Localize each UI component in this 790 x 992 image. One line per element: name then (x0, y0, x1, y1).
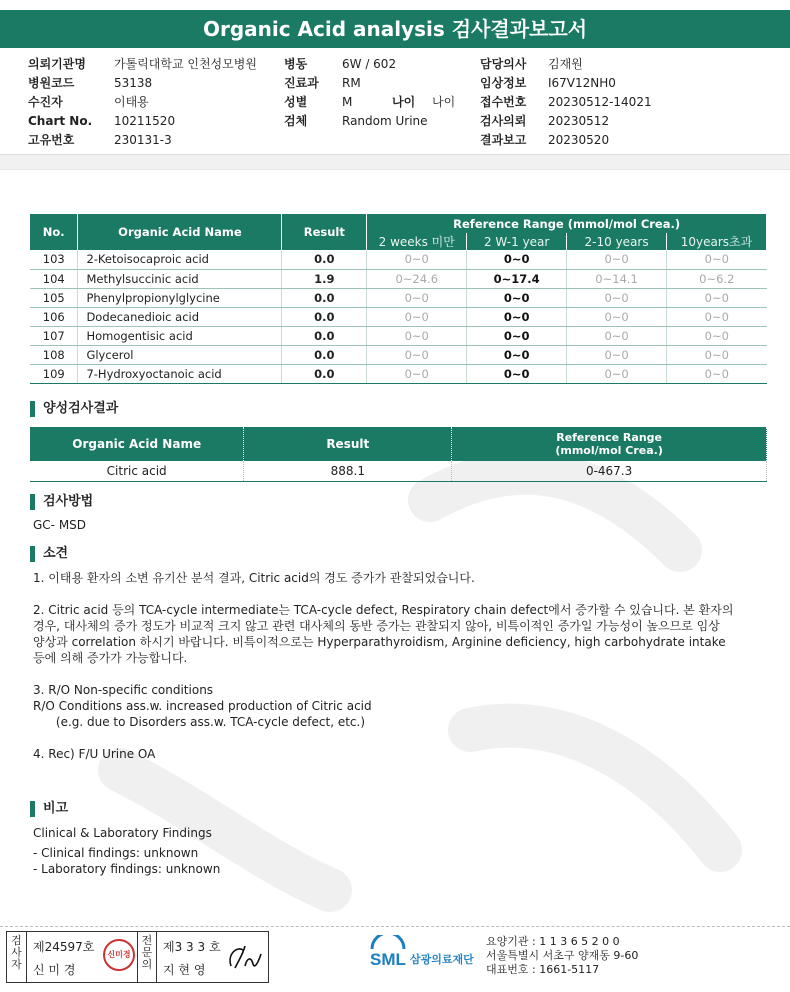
table-row (30, 307, 767, 326)
lab-info-line: 대표번호 : 1661-5117 (486, 963, 600, 976)
examiner-stamp (103, 939, 135, 971)
examiner-label: 검사자 (7, 932, 27, 982)
pos-row-range: 0-467.3 (452, 461, 767, 481)
table-row (30, 326, 767, 345)
info-col-1 (28, 55, 257, 150)
info-value: M (342, 95, 353, 109)
patient-info (28, 55, 768, 150)
row-range: 0~6.2 (667, 269, 767, 288)
pos-header-range (452, 427, 767, 461)
pos-header-name: Organic Acid Name (30, 427, 244, 461)
info-value: 20230520 (548, 133, 610, 147)
info-col-2 (284, 55, 455, 131)
positive-result-table (30, 427, 767, 482)
remarks-section-title: 비고 (30, 801, 68, 817)
row-no: 109 (30, 364, 78, 383)
table-row (30, 345, 767, 364)
row-range: 0~0 (367, 364, 467, 383)
table-row (30, 364, 767, 383)
row-range: 0~0 (567, 345, 667, 364)
row-no: 103 (30, 250, 78, 269)
signature-box (6, 931, 269, 983)
specialist-name: 지 현 영 (163, 963, 206, 977)
row-name: Methylsuccinic acid (78, 269, 282, 288)
row-range: 0~0 (667, 326, 767, 345)
row-result: 0.0 (282, 288, 367, 307)
report-title: Organic Acid analysis 검사결과보고서 (0, 10, 790, 48)
opinion-p2-line: 경우, 대사체의 증가 정도가 비교적 크지 않고 관련 대사체의 동반 증가는 관찰되지 않아, 비특이적인 증가일 가능성이 높으므로 임상 (33, 619, 720, 633)
row-name: 2-Ketoisocaproic acid (78, 250, 282, 269)
row-range: 0~0 (367, 288, 467, 307)
info-label: 병동 (284, 57, 308, 71)
info-label: 검사의뢰 (480, 114, 527, 128)
specialist-label: 전문의 (137, 932, 157, 982)
method-section-title: 검사방법 (30, 494, 93, 510)
row-range: 0~0 (367, 307, 467, 326)
row-range: 0~0 (667, 250, 767, 269)
table-row (30, 288, 767, 307)
row-range: 0~0 (467, 345, 567, 364)
remarks-line: - Laboratory findings: unknown (33, 862, 221, 876)
row-no: 106 (30, 307, 78, 326)
row-result: 0.0 (282, 345, 367, 364)
range-subheader: 10years초과 (667, 233, 767, 250)
table-row (30, 250, 767, 269)
info-label: 성별 (284, 95, 308, 109)
row-range: 0~14.1 (567, 269, 667, 288)
stamp-text: 신미경 (107, 950, 131, 959)
examiner-name: 신 미 경 (33, 963, 76, 977)
specialist-no: 제3 3 3 호 (163, 940, 221, 954)
opinion-p4: 4. Rec) F/U Urine OA (33, 747, 156, 761)
info-label: 접수번호 (480, 95, 527, 109)
row-range: 0~0 (667, 364, 767, 383)
remarks-text (33, 825, 220, 877)
age-label: 나이 (392, 95, 416, 109)
opinion-p1: 1. 이태용 환자의 소변 유기산 분석 결과, Citric acid의 경도 증가가 관찰되었습니다. (33, 571, 475, 585)
row-range: 0~0 (367, 250, 467, 269)
row-range: 0~0 (667, 288, 767, 307)
foundation-name: 삼광의료재단 (410, 953, 474, 966)
info-value: Random Urine (342, 114, 428, 128)
pos-row-result: 888.1 (244, 461, 452, 481)
info-value: 20230512-14021 (548, 95, 652, 109)
lab-info-line: 서울특별시 서초구 양재동 9-60 (486, 949, 639, 962)
row-range: 0~0 (567, 250, 667, 269)
lab-info-line: 요양기관 : 1 1 3 6 5 2 0 0 (486, 935, 620, 948)
lab-info (486, 935, 638, 977)
row-range: 0~0 (467, 326, 567, 345)
info-label: 고유번호 (28, 133, 75, 147)
row-range: 0~0 (667, 345, 767, 364)
pos-header-range-line1: Reference Range (556, 431, 662, 444)
row-range: 0~0 (667, 307, 767, 326)
pos-header-result: Result (244, 427, 452, 461)
row-no: 104 (30, 269, 78, 288)
opinion-section-title: 소견 (30, 546, 68, 562)
info-value: 6W / 602 (342, 57, 397, 71)
row-no: 105 (30, 288, 78, 307)
info-label: Chart No. (28, 114, 93, 128)
row-range: 0~0 (567, 307, 667, 326)
row-range: 0~0 (467, 364, 567, 383)
opinion-p2-line: 등에 의해 증가가 가능합니다. (33, 651, 188, 665)
info-label: 수진자 (28, 95, 63, 109)
info-label: 결과보고 (480, 133, 527, 147)
info-label: 임상정보 (480, 76, 527, 90)
row-range: 0~24.6 (367, 269, 467, 288)
table-row (30, 269, 767, 288)
remarks-line: - Clinical findings: unknown (33, 846, 199, 860)
info-label: 의뢰기관명 (28, 57, 86, 71)
info-label: 담당의사 (480, 57, 527, 71)
info-label: 검체 (284, 114, 308, 128)
row-range: 0~0 (467, 288, 567, 307)
sml-logo-icon (366, 935, 410, 975)
info-value: 가톨릭대학교 인천성모병원 (114, 57, 257, 71)
organic-acid-table (30, 214, 767, 384)
logo-text: SML (370, 950, 406, 969)
opinion-p3-line: R/O Conditions ass.w. increased production of Citric acid (33, 699, 372, 713)
row-range: 0~0 (567, 364, 667, 383)
info-label: 병원코드 (28, 76, 75, 90)
row-name: Glycerol (78, 345, 282, 364)
info-value: 이태용 (114, 95, 149, 109)
col-header-result: Result (282, 214, 367, 250)
examiner-no: 제24597호 (33, 940, 95, 954)
row-range: 0~0 (567, 288, 667, 307)
remarks-line: Clinical & Laboratory Findings (33, 826, 212, 840)
info-value: I67V12NH0 (548, 76, 616, 90)
row-name: Phenylpropionylglycine (78, 288, 282, 307)
opinion-text (33, 570, 733, 762)
method-text: GC- MSD (33, 518, 87, 532)
row-no: 107 (30, 326, 78, 345)
table-row (30, 461, 767, 481)
positive-section-title: 양성검사결과 (30, 401, 118, 417)
row-range: 0~0 (367, 326, 467, 345)
range-subheader: 2 W-1 year (467, 233, 567, 250)
row-result: 1.9 (282, 269, 367, 288)
row-result: 0.0 (282, 250, 367, 269)
row-range: 0~0 (467, 250, 567, 269)
row-name: 7-Hydroxyoctanoic acid (78, 364, 282, 383)
info-value: 53138 (114, 76, 153, 90)
header-divider (0, 154, 790, 170)
info-value: 20230512 (548, 114, 610, 128)
row-result: 0.0 (282, 364, 367, 383)
info-col-3 (480, 55, 652, 150)
row-name: Homogentisic acid (78, 326, 282, 345)
info-value: 230131-3 (114, 133, 172, 147)
row-range: 0~17.4 (467, 269, 567, 288)
signature-icon (225, 940, 265, 976)
opinion-p2-line: 2. Citric acid 등의 TCA-cycle intermediate는 TCA-cycle defect, Respiratory chain defect에서 증가할 수 있습니다. 본 환자의 (33, 603, 734, 617)
row-result: 0.0 (282, 307, 367, 326)
row-range: 0~0 (567, 326, 667, 345)
row-range: 0~0 (367, 345, 467, 364)
pos-row-name: Citric acid (30, 461, 244, 481)
info-label: 진료과 (284, 76, 319, 90)
info-value: 10211520 (114, 114, 176, 128)
info-value: RM (342, 76, 361, 90)
range-subheader: 2 weeks 미만 (367, 233, 467, 250)
opinion-p2-line: 양상과 correlation 하시기 바랍니다. 비특이적으로는 Hyperparathyroidism, Arginine deficiency, high carbohydrate intake (33, 635, 726, 649)
col-header-range: Reference Range (mmol/mol Crea.) (367, 214, 767, 233)
opinion-p3-line: 3. R/O Non-specific conditions (33, 683, 214, 697)
row-result: 0.0 (282, 326, 367, 345)
row-no: 108 (30, 345, 78, 364)
row-name: Dodecanedioic acid (78, 307, 282, 326)
info-value: 김재원 (548, 57, 583, 71)
opinion-p3-line: (e.g. due to Disorders ass.w. TCA-cycle defect, etc.) (33, 715, 366, 729)
age-value: 나이 (432, 95, 456, 109)
col-header-no: No. (30, 214, 78, 250)
row-range: 0~0 (467, 307, 567, 326)
pos-header-range-line2: (mmol/mol Crea.) (555, 444, 663, 457)
footer (0, 926, 790, 992)
col-header-name: Organic Acid Name (78, 214, 282, 250)
range-subheader: 2-10 years (567, 233, 667, 250)
